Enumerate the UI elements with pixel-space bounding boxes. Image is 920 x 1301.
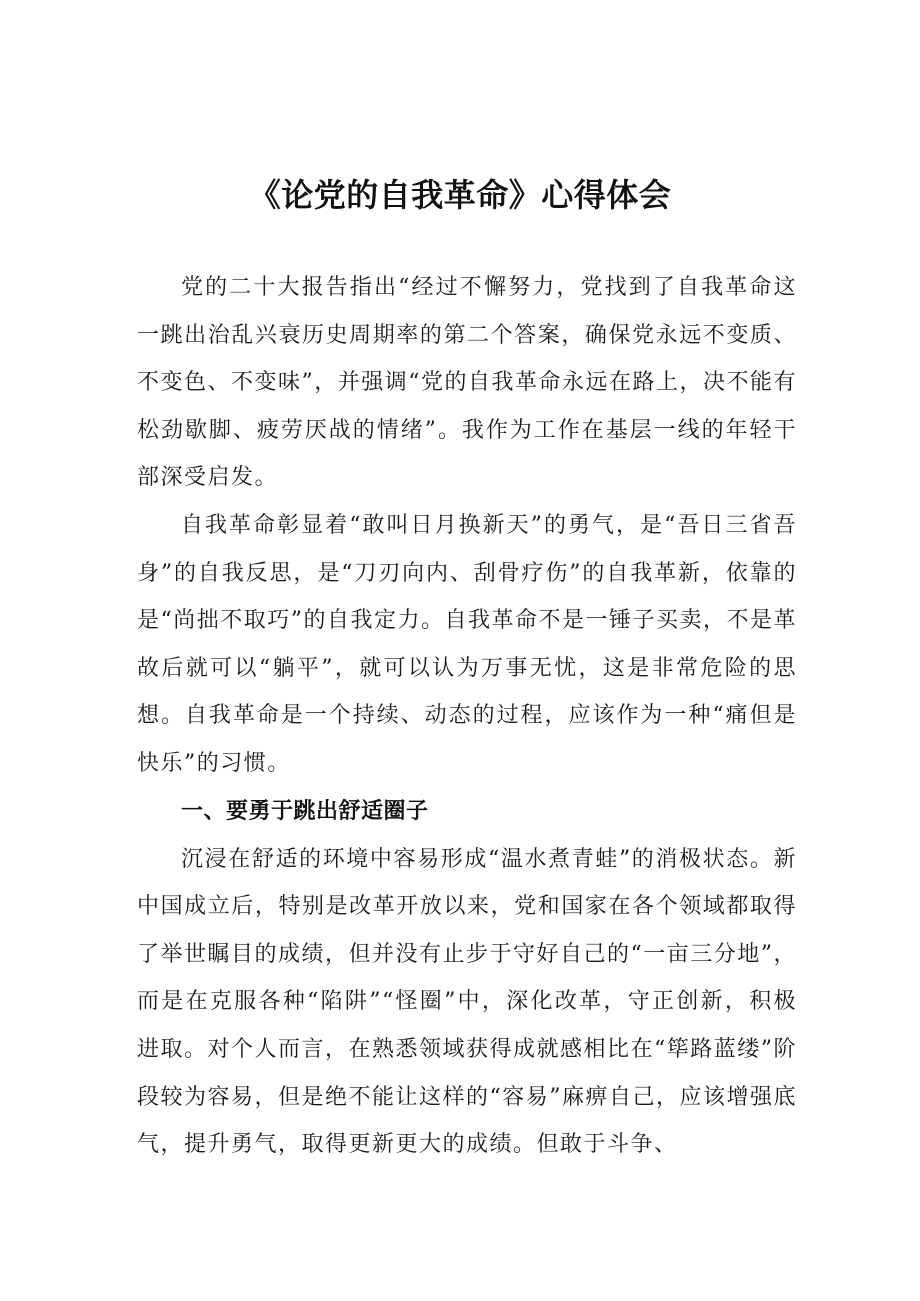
document-title: 《论党的自我革命》心得体会 bbox=[248, 176, 672, 214]
paragraph-comfort-zone: 沉浸在舒适的环境中容易形成“温水煮青蛙”的消极状态。新中国成立后，特别是改革开放以来，党和国家在各个领域都取得了举世瞩目的成绩，但并没有止步于守好自己的“一亩三分地”，而是在克服各种“陷阱”“怪圈”中，深化改革，守正创新，积极进取。对个人而言，在熟悉领域获得成就感相比在“筚路蓝缕”阶段较为容易，但是绝不能让这样的“容易”麻痹自己，应该增强底气，提升勇气，取得更新更大的成绩。但敢于斗争、 bbox=[137, 846, 797, 1158]
document-body bbox=[137, 264, 797, 1169]
paragraph-self-revolution: 自我革命彰显着“敢叫日月换新天”的勇气，是“吾日三省吾身”的自我反思，是“刀刃向内、刮骨疗伤”的自我革新，依靠的是“尚拙不取巧”的自我定力。自我革命不是一锤子买卖，不是革故后就可以“躺平”，就可以认为万事无忧，这是非常危险的思想。自我革命是一个持续、动态的过程，应该作为一种“痛但是快乐”的习惯。 bbox=[137, 512, 797, 776]
section-heading-1: 一、要勇于跳出舒适圈子 bbox=[181, 798, 429, 824]
paragraph-intro: 党的二十大报告指出“经过不懈努力，党找到了自我革命这一跳出治乱兴衰历史周期率的第二个答案，确保党永远不变质、不变色、不变味”，并强调“党的自我革命永远在路上，决不能有松劲歇脚、疲劳厌战的情绪”。我作为工作在基层一线的年轻干部深受启发。 bbox=[137, 275, 797, 491]
